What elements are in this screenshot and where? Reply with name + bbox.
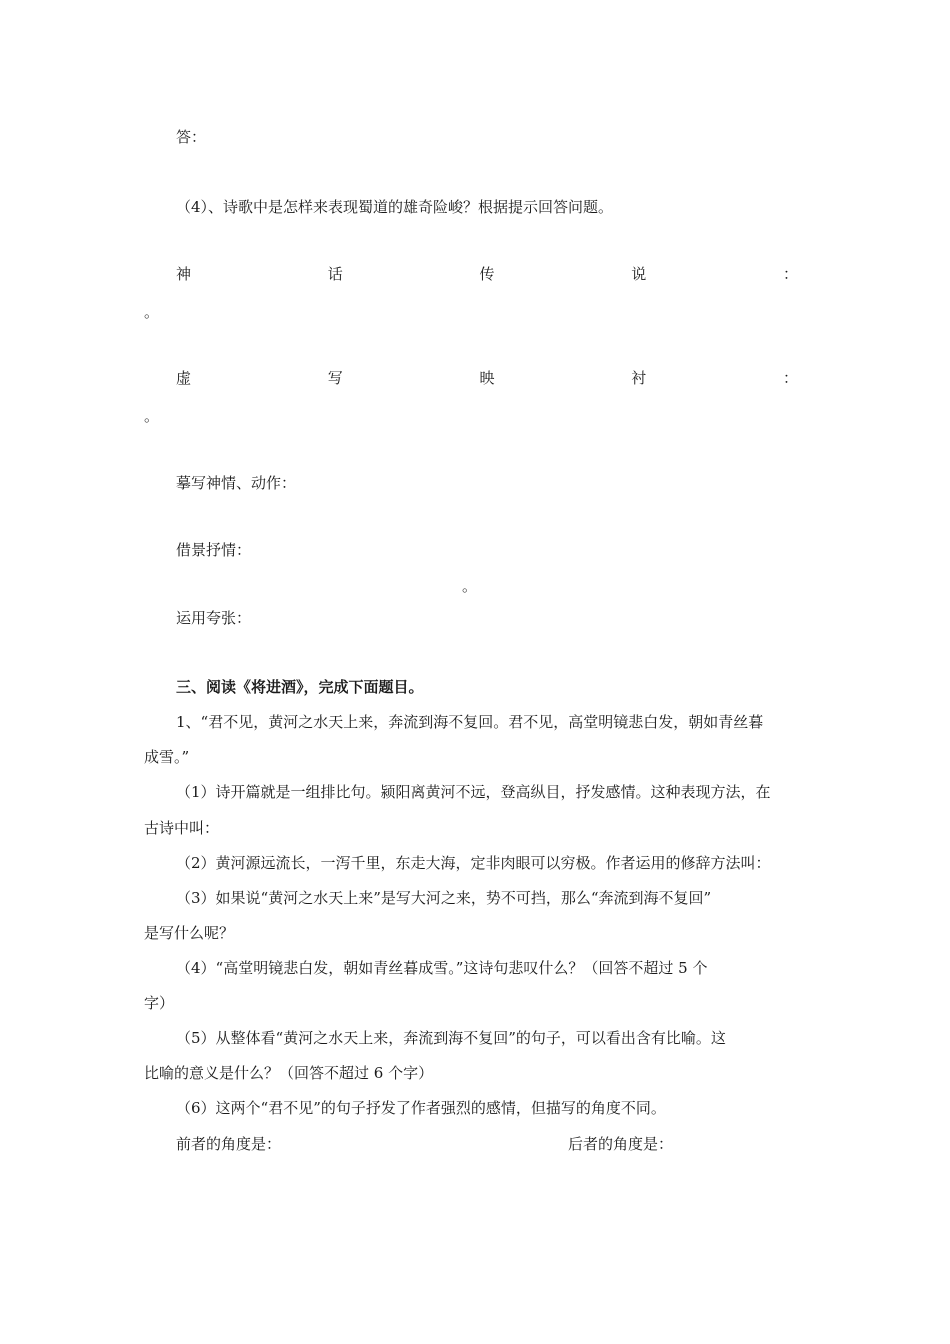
question-1-line-2: 成雪。” xyxy=(144,748,190,766)
scenery-label: 借景抒情： xyxy=(176,541,252,559)
sub-question-5-line-1: （5）从整体看“黄河之水天上来，奔流到海不复回”的句子，可以看出含有比喻。这 xyxy=(176,1029,726,1047)
latter-angle-label: 后者的角度是： xyxy=(568,1135,674,1153)
virtual-char: 虚 xyxy=(176,369,192,387)
question-1-line-1: 1、“君不见，黄河之水天上来，奔流到海不复回。君不见，高堂明镜悲白发，朝如青丝暮 xyxy=(176,713,764,731)
myth-char: 话 xyxy=(327,265,343,283)
sub-question-4-line-1: （4）“高堂明镜悲白发，朝如青丝暮成雪。”这诗句悲叹什么？（回答不超过 5 个 xyxy=(176,959,708,977)
sub-question-6: （6）这两个“君不见”的句子抒发了作者强烈的感情，但描写的角度不同。 xyxy=(176,1099,666,1117)
sub-question-3-line-1: （3）如果说“黄河之水天上来”是写大河之来，势不可挡，那么“奔流到海不复回” xyxy=(176,889,712,907)
former-angle-label: 前者的角度是： xyxy=(176,1135,282,1153)
sub-question-5-line-2: 比喻的意义是什么？（回答不超过 6 个字） xyxy=(144,1064,434,1082)
virtual-char: 写 xyxy=(327,369,343,387)
sub-question-1-line-1: （1）诗开篇就是一组排比句。颍阳离黄河不远，登高纵目，抒发感情。这种表现方法，在 xyxy=(176,783,771,801)
virtual-colon: ： xyxy=(782,369,798,387)
myth-line-end: 。 xyxy=(144,303,160,321)
sub-question-4-line-2: 字） xyxy=(144,994,175,1012)
virtual-char: 衬 xyxy=(631,369,647,387)
section-3-heading: 三、阅读《将进酒》，完成下面题目。 xyxy=(176,678,424,696)
answer-label: 答： xyxy=(176,128,207,146)
sub-question-1-line-2: 古诗中叫： xyxy=(144,819,220,837)
scenery-line-end: 。 xyxy=(462,577,478,595)
myth-char: 神 xyxy=(176,265,192,283)
sub-question-2: （2）黄河源远流长，一泻千里，东走大海，定非肉眼可以穷极。作者运用的修辞方法叫： xyxy=(176,854,771,872)
depict-label: 摹写神情、动作： xyxy=(176,474,297,492)
myth-char: 传 xyxy=(479,265,495,283)
virtual-line-end: 。 xyxy=(144,407,160,425)
myth-legend-line xyxy=(176,264,798,284)
exaggeration-label: 运用夸张： xyxy=(176,609,252,627)
myth-colon: ： xyxy=(782,265,798,283)
question-4-prompt: （4）、诗歌中是怎样来表现蜀道的雄奇险峻？根据提示回答问题。 xyxy=(176,198,614,216)
virtual-char: 映 xyxy=(479,369,495,387)
sub-question-3-line-2: 是写什么呢？ xyxy=(144,924,235,942)
myth-char: 说 xyxy=(631,265,647,283)
virtual-contrast-line xyxy=(176,368,798,388)
